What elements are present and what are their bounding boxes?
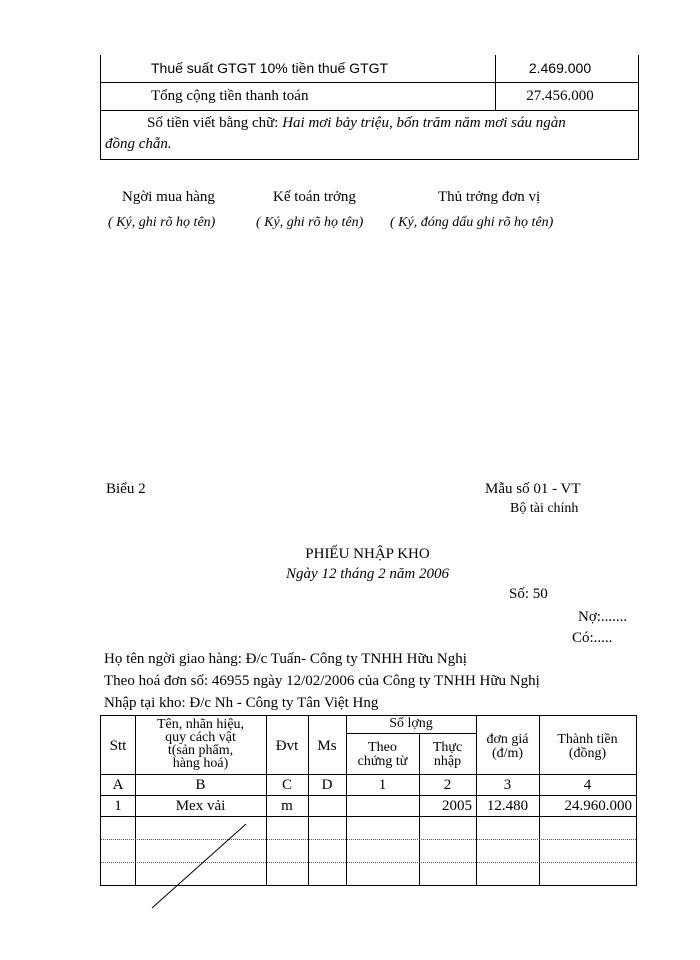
header-name-line4: hàng hoá) — [172, 757, 229, 771]
header-name-line1: Tên, nhãn hiệu, — [156, 717, 245, 732]
warehouse-line: Nhập tại kho: Đ/c Nh - Công ty Tân Việt Hng — [104, 695, 379, 711]
table-grid-line — [101, 774, 636, 775]
cancel-stroke-line — [140, 820, 260, 915]
code-cell: 4 — [583, 777, 592, 793]
row-amount: 24.960.000 — [564, 798, 632, 814]
code-cell: A — [112, 777, 124, 793]
total-label: Tổng cộng tiền thanh toán — [151, 88, 309, 104]
cancel-stroke-path — [152, 824, 246, 908]
buyer-signature-title: Ngời mua hàng — [122, 189, 215, 205]
amount-in-words-label: Số tiền viết bằng chữ: — [147, 115, 283, 131]
form-number: Mẫu số 01 - VT — [485, 481, 581, 497]
code-cell: 3 — [503, 777, 512, 793]
deliverer-line: Họ tên ngời giao hàng: Đ/c Tuấn- Công ty TNHH Hữu Nghị — [104, 651, 467, 667]
document-number: Số: 50 — [509, 586, 548, 602]
code-cell: 1 — [378, 777, 387, 793]
amount-in-words-continuation: đồng chẵn. — [105, 136, 172, 152]
code-cell: D — [321, 777, 333, 793]
row-unit-price: 12.480 — [486, 798, 529, 814]
row-unit: m — [281, 798, 293, 814]
total-value: 27.456.000 — [526, 88, 594, 104]
header-qty-document-line2: chứng từ — [357, 754, 408, 769]
vat-row — [101, 55, 638, 83]
row-item-name: Mex vải — [175, 798, 226, 814]
debit-account: Nợ:....... — [578, 609, 628, 625]
table-grid-line — [101, 795, 636, 796]
header-name-line3: t(sản phẩm, — [167, 743, 234, 758]
code-cell: C — [281, 777, 292, 793]
amount-in-words-line — [147, 115, 566, 132]
header-qty-actual-line2: nhập — [433, 754, 462, 769]
invoice-line: Theo hoá đơn số: 46955 ngày 12/02/2006 của Công ty TNHH Hữu Nghị — [104, 673, 540, 689]
header-name-line2: quy cách vật — [165, 730, 236, 745]
director-signature-title: Thủ trởng đơn vị — [438, 189, 541, 205]
ministry-label: Bộ tài chính — [510, 501, 579, 516]
vat-label: Thuế suất GTGT 10% tiền thuế GTGT — [151, 60, 389, 76]
header-qty-actual-line1: Thực — [432, 740, 463, 755]
header-amount-line1: Thành tiền — [557, 732, 618, 747]
buyer-signature-note: ( Ký, ghi rõ họ tên) — [108, 215, 216, 230]
exhibit-label: Biểu 2 — [106, 481, 146, 497]
header-amount-line2: (đồng) — [568, 746, 607, 761]
header-quantity-group: Số lợng — [389, 716, 433, 731]
document-title: PHIẾU NHẬP KHO — [305, 546, 430, 562]
header-unit-price-line1: đơn giá — [486, 732, 529, 747]
header-qty-document-line1: Theo — [368, 740, 397, 755]
director-signature-note: ( Ký, đóng dấu ghi rõ họ tên) — [390, 215, 554, 230]
vat-value: 2.469.000 — [528, 60, 592, 76]
header-unit-price-line2: (đ/m) — [491, 746, 524, 761]
table-grid-line — [346, 733, 476, 734]
header-code: Ms — [317, 738, 337, 754]
amount-in-words-text: Hai mơi bảy triệu, bốn trăm năm mơi sáu ngàn — [282, 115, 566, 131]
accountant-signature-title: Kế toán trởng — [273, 189, 356, 205]
total-row — [101, 83, 638, 111]
accountant-signature-note: ( Ký, ghi rõ họ tên) — [256, 215, 364, 230]
document-date: Ngày 12 tháng 2 năm 2006 — [286, 566, 449, 582]
code-cell: B — [195, 777, 206, 793]
code-cell: 2 — [443, 777, 452, 793]
payment-summary-box — [100, 55, 639, 160]
table-grid-line — [101, 816, 636, 817]
row-stt: 1 — [114, 798, 122, 814]
credit-account: Có:..... — [572, 630, 613, 646]
header-stt: Stt — [109, 738, 127, 754]
row-qty-actual: 2005 — [442, 798, 472, 814]
header-unit: Đvt — [275, 738, 299, 754]
